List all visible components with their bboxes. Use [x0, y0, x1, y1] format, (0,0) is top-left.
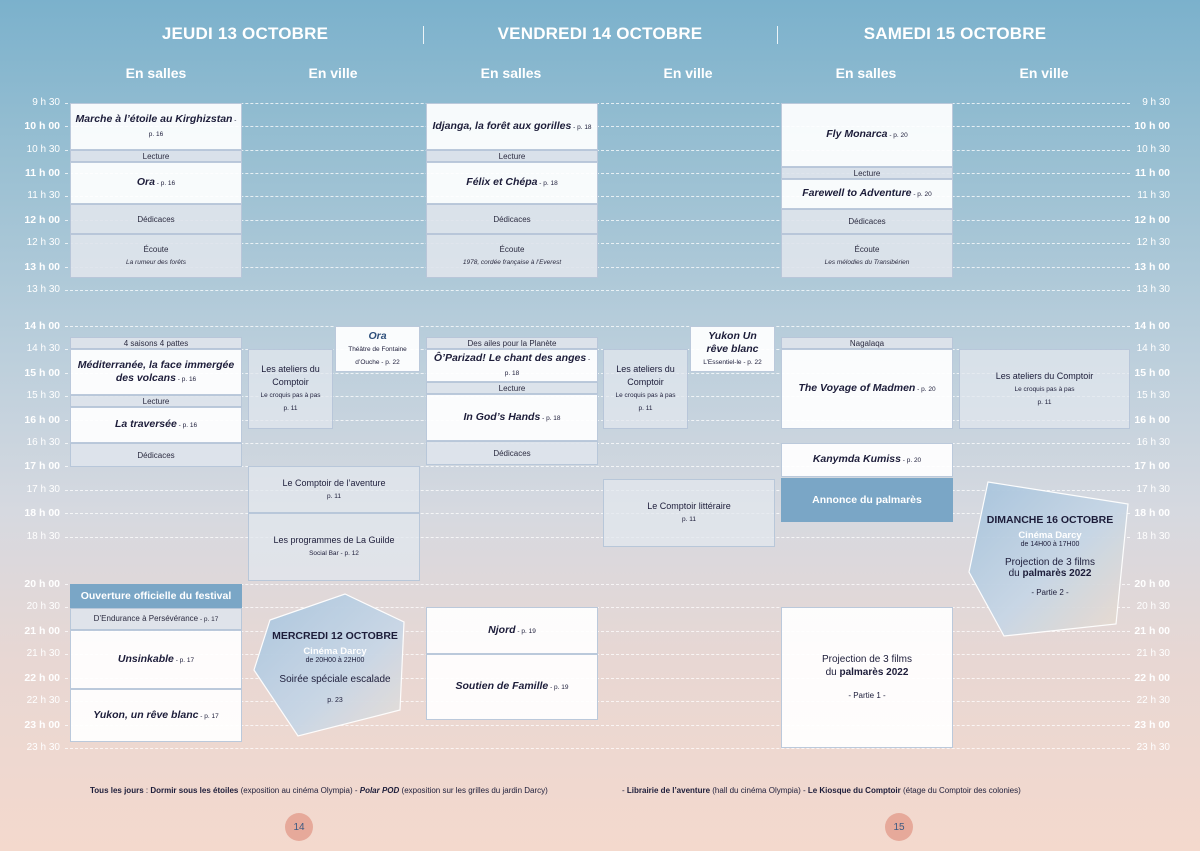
event-oparizad[interactable] [426, 349, 598, 382]
event-title: Kanymda Kumiss [812, 453, 901, 465]
footer-text: : [143, 786, 151, 795]
event-marche-etoile[interactable] [70, 103, 242, 150]
event-page: p. 11 [327, 492, 341, 500]
dimanche-place: Cinéma Darcy [1018, 530, 1082, 541]
time-label: 13 h 00 [24, 261, 60, 273]
event-nagalaqa[interactable] [781, 337, 953, 349]
time-label: 21 h 30 [26, 648, 60, 659]
event-page: - p. 17 [198, 616, 219, 623]
footer-text: (exposition sur les grilles du jardin Darcy) [399, 786, 548, 795]
event-subtitle: Le croquis pas à pas [1014, 385, 1075, 393]
grid-line [65, 326, 1130, 327]
event-ouverture[interactable] [70, 584, 242, 608]
event-page: - p. 17 [173, 656, 195, 664]
mercredi-hours: de 20H00 à 22H00 [305, 657, 365, 664]
event-page: - p. 20 [900, 457, 922, 464]
time-label: 22 h 30 [1136, 695, 1170, 706]
time-label: 17 h 00 [1134, 460, 1170, 472]
time-label: 13 h 00 [1134, 261, 1170, 273]
event-comptoir-aventure[interactable] [248, 466, 420, 513]
time-label: 12 h 00 [1134, 214, 1170, 226]
time-label: 14 h 00 [24, 320, 60, 332]
footer-left [90, 786, 548, 795]
mercredi-page: p. 23 [327, 697, 343, 704]
time-label: 9 h 30 [32, 97, 60, 108]
dimanche-line2b: palmarès 2022 [1022, 568, 1092, 579]
time-label: 16 h 00 [24, 414, 60, 426]
page-number-left: 14 [285, 813, 313, 841]
event-title: Yukon Un rêve blanc [706, 329, 759, 355]
event-label: Les programmes de La Guilde [273, 535, 395, 545]
event-comptoir-litteraire[interactable] [603, 479, 775, 547]
event-label: Lecture [142, 396, 170, 406]
event-page: - p. 16 [154, 180, 176, 187]
time-label: 15 h 30 [26, 390, 60, 401]
event-page: p. 11 [283, 405, 298, 412]
day-header-vendredi: VENDREDI 14 OCTOBRE [497, 24, 703, 43]
event-label: Les ateliers du Comptoir [995, 370, 1094, 381]
event-page: - p. 20 [911, 191, 932, 198]
event-dedicaces[interactable] [426, 441, 598, 465]
time-label: 12 h 30 [26, 237, 60, 248]
time-label: 10 h 00 [1134, 120, 1170, 132]
footer-expo: Dormir sous les étoiles [150, 786, 239, 795]
event-yukon-ville[interactable] [690, 326, 775, 372]
event-title: The Voyage of Madmen [798, 382, 916, 394]
event-ecoute[interactable] [70, 234, 242, 278]
footer-text: (hall du cinéma Olympia) - [710, 786, 808, 795]
event-ecoute[interactable] [781, 234, 953, 278]
event-label: Lecture [142, 151, 170, 161]
event-label: 4 saisons 4 pattes [123, 338, 189, 348]
grid-line [65, 290, 1130, 291]
event-voyage-madmen[interactable] [781, 349, 953, 429]
event-subtitle: Social Bar - p. 12 [309, 550, 359, 557]
sub-header-salles: En salles [480, 65, 542, 81]
time-label: 14 h 00 [1134, 320, 1170, 332]
time-label: 16 h 30 [26, 437, 60, 448]
event-ailes-planete[interactable] [426, 337, 598, 349]
time-label: 20 h 30 [26, 601, 60, 612]
event-label: Les ateliers du Comptoir [616, 364, 675, 387]
event-label: D’Endurance à Persévérance [93, 614, 199, 623]
event-title: Marche à l’étoile au Kirghizstan [75, 112, 233, 125]
footer-text: (étage du Comptoir des colonies) [900, 786, 1021, 795]
event-projection-partie-1[interactable] [781, 607, 953, 748]
event-dedicaces[interactable] [781, 209, 953, 234]
event-page: - p. 18 [537, 180, 558, 187]
event-label: Lecture [498, 383, 526, 393]
time-label: 14 h 30 [1136, 343, 1170, 354]
event-page: - p. 18 [571, 123, 592, 131]
time-label: 23 h 00 [24, 719, 60, 731]
event-title: Farewell to Adventure [802, 187, 912, 199]
event-subtitle: Le croquis pas à pas [260, 392, 321, 399]
time-label: 15 h 00 [24, 367, 60, 379]
mercredi-title: MERCREDI 12 OCTOBRE [272, 630, 398, 642]
event-page: - p. 20 [887, 132, 908, 139]
time-label: 16 h 00 [1134, 414, 1170, 426]
sub-header-ville: En ville [663, 65, 713, 81]
dimanche-line2a: du [1008, 568, 1023, 579]
event-page: - p. 19 [548, 684, 569, 691]
event-label: Lecture [853, 168, 881, 178]
event-lecture[interactable] [781, 167, 953, 179]
time-label: 18 h 00 [24, 507, 60, 519]
time-label: 12 h 30 [1136, 237, 1170, 248]
event-soutien-famille[interactable] [426, 654, 598, 720]
dimanche-part: - Partie 2 - [1031, 588, 1069, 597]
time-label: 15 h 30 [1136, 390, 1170, 401]
event-title: Unsinkable [117, 652, 174, 665]
event-label: Dédicaces [493, 448, 531, 458]
dimanche-hours: de 14H00 à 17H00 [1020, 541, 1080, 548]
day-header-samedi: SAMEDI 15 OCTOBRE [863, 24, 1047, 43]
event-subtitle: Les mélodies du Transibérien [824, 259, 910, 266]
time-label: 20 h 00 [1134, 578, 1170, 590]
mercredi-badge[interactable] [255, 630, 415, 704]
event-ora[interactable] [70, 162, 242, 204]
time-label: 17 h 30 [1136, 484, 1170, 495]
event-title: La traversée [114, 418, 177, 430]
footer-place: Librairie de l’aventure [626, 786, 711, 795]
event-location: Théâtre de Fontaine d’Ouche - p. 22 [348, 345, 407, 366]
footer-expo: Polar POD [359, 786, 400, 795]
event-kanymda-kumiss[interactable] [781, 443, 953, 477]
event-mediterranee[interactable] [70, 349, 242, 395]
time-label: 17 h 30 [26, 484, 60, 495]
footer-text: - [622, 786, 627, 795]
event-line2b: palmarès 2022 [839, 667, 909, 678]
event-page: - p. 16 [175, 375, 197, 383]
event-label: Annonce du palmarès [812, 493, 922, 506]
page-number-right: 15 [885, 813, 913, 841]
event-label: Lecture [498, 151, 526, 161]
time-label: 17 h 00 [24, 460, 60, 472]
event-label: Dédicaces [493, 214, 531, 224]
event-label: Les ateliers du Comptoir [261, 364, 320, 387]
event-title: Félix et Chépa [466, 176, 538, 188]
time-label: 23 h 30 [1136, 742, 1170, 753]
event-ateliers-comptoir[interactable] [603, 349, 688, 429]
event-title: In God’s Hands [463, 410, 541, 423]
time-label: 11 h 30 [27, 190, 60, 201]
time-label: 22 h 00 [24, 672, 60, 684]
day-header-jeudi: JEUDI 13 OCTOBRE [161, 24, 329, 43]
time-label: 10 h 30 [26, 144, 60, 155]
event-title: Fly Monarca [826, 128, 888, 140]
event-label: Le Comptoir littéraire [647, 501, 731, 511]
event-idjanga[interactable] [426, 103, 598, 150]
event-ateliers-comptoir[interactable] [959, 349, 1130, 429]
event-title: Idjanga, la forêt aux gorilles [432, 119, 572, 132]
footer-text: (exposition au cinéma Olympia) - [238, 786, 360, 795]
event-label: Le Comptoir de l’aventure [282, 477, 386, 488]
time-label: 23 h 30 [26, 742, 60, 753]
event-annonce-palmares[interactable] [781, 478, 953, 522]
time-label: 12 h 00 [24, 214, 60, 226]
event-lecture[interactable] [70, 395, 242, 407]
event-page: - p. 16 [176, 422, 198, 429]
time-label: 18 h 30 [26, 531, 60, 542]
event-farewell[interactable] [781, 179, 953, 209]
footer-label: Tous les jours [90, 786, 144, 795]
event-location: L’Essentiel-le - p. 22 [703, 358, 762, 366]
header-divider [777, 26, 778, 44]
event-ecoute[interactable] [426, 234, 598, 278]
event-line2a: du [825, 667, 840, 678]
event-lecture[interactable] [426, 150, 598, 162]
event-label: Dédicaces [848, 217, 886, 226]
sub-header-ville: En ville [308, 65, 358, 81]
footer-place: Le Kiosque du Comptoir [807, 786, 901, 795]
event-la-traversee[interactable] [70, 407, 242, 443]
grid-line [65, 748, 1130, 749]
event-lecture[interactable] [426, 382, 598, 394]
time-label: 14 h 30 [26, 343, 60, 354]
event-ateliers-comptoir[interactable] [248, 349, 333, 429]
mercredi-place: Cinéma Darcy [303, 646, 367, 657]
event-label: Dédicaces [137, 214, 175, 224]
event-page: - p. 18 [504, 355, 591, 377]
event-unsinkable[interactable] [70, 630, 242, 689]
time-label: 21 h 00 [24, 625, 60, 637]
event-title: Njord [488, 623, 516, 636]
event-page: - p. 18 [540, 414, 561, 422]
event-dedicaces[interactable] [70, 443, 242, 467]
time-label: 21 h 30 [1136, 648, 1170, 659]
event-dedicaces[interactable] [426, 204, 598, 234]
event-title: Ora [368, 329, 387, 342]
time-label: 13 h 30 [1136, 284, 1170, 295]
event-in-gods-hands[interactable] [426, 394, 598, 441]
time-label: 10 h 30 [1136, 144, 1170, 155]
time-label: 22 h 30 [26, 695, 60, 706]
time-label: 22 h 00 [1134, 672, 1170, 684]
time-label: 11 h 00 [1134, 167, 1170, 179]
time-label: 20 h 30 [1136, 601, 1170, 612]
time-label: 16 h 30 [1136, 437, 1170, 448]
event-label: Des ailes pour la Planète [467, 338, 557, 348]
event-page: p. 11 [1037, 398, 1052, 406]
event-title: Ô’Parizad! Le chant des anges [433, 351, 587, 364]
event-title: Méditerranée, la face immergée des volcans [77, 358, 235, 384]
event-part: - Partie 1 - [848, 691, 886, 700]
sub-header-salles: En salles [125, 65, 187, 81]
event-label: Écoute [499, 245, 525, 254]
dimanche-title: DIMANCHE 16 OCTOBRE [986, 514, 1114, 526]
event-njord[interactable] [426, 607, 598, 654]
event-dedicaces[interactable] [70, 204, 242, 234]
event-page: - p. 20 [915, 386, 936, 393]
header-divider [423, 26, 424, 44]
time-label: 9 h 30 [1142, 97, 1170, 108]
event-line1: Projection de 3 films [821, 654, 913, 665]
time-label: 18 h 00 [1134, 507, 1170, 519]
event-page: p. 11 [638, 405, 653, 412]
time-label: 13 h 30 [26, 284, 60, 295]
event-subtitle: Le croquis pas à pas [615, 392, 676, 399]
event-4-saisons[interactable] [70, 337, 242, 349]
time-label: 20 h 00 [24, 578, 60, 590]
event-endurance[interactable] [70, 608, 242, 630]
event-ora-ville[interactable] [335, 326, 420, 372]
event-page: - p. 17 [198, 712, 219, 720]
dimanche-line1: Projection de 3 films [1004, 557, 1096, 568]
event-label: Nagalaqa [849, 338, 885, 348]
event-subtitle: La rumeur des forêts [126, 259, 186, 266]
time-label: 23 h 00 [1134, 719, 1170, 731]
event-title: Yukon, un rêve blanc [93, 708, 199, 721]
mercredi-event: Soirée spéciale escalade [279, 674, 391, 685]
event-programmes-guilde[interactable] [248, 513, 420, 581]
time-label: 10 h 00 [24, 120, 60, 132]
event-felix-chepa[interactable] [426, 162, 598, 204]
time-label: 21 h 00 [1134, 625, 1170, 637]
event-label: Écoute [143, 245, 169, 254]
event-lecture[interactable] [70, 150, 242, 162]
event-yukon[interactable] [70, 689, 242, 742]
event-subtitle: 1978, cordée française à l’Everest [462, 259, 562, 266]
event-page: p. 11 [682, 516, 696, 523]
event-page: - p. 19 [515, 627, 536, 635]
sub-header-ville: En ville [1019, 65, 1069, 81]
event-label: Écoute [854, 245, 880, 254]
time-label: 11 h 30 [1137, 190, 1170, 201]
event-label: Dédicaces [137, 450, 175, 460]
sub-header-salles: En salles [835, 65, 897, 81]
event-fly-monarca[interactable] [781, 103, 953, 167]
time-label: 18 h 30 [1136, 531, 1170, 542]
time-label: 11 h 00 [24, 167, 60, 179]
dimanche-badge[interactable] [974, 514, 1126, 597]
event-label: Ouverture officielle du festival [80, 589, 232, 602]
footer-right [622, 786, 1021, 795]
event-title: Soutien de Famille [455, 680, 549, 692]
event-title: Ora [136, 176, 155, 188]
time-label: 15 h 00 [1134, 367, 1170, 379]
event-page: - p. 16 [148, 116, 237, 138]
